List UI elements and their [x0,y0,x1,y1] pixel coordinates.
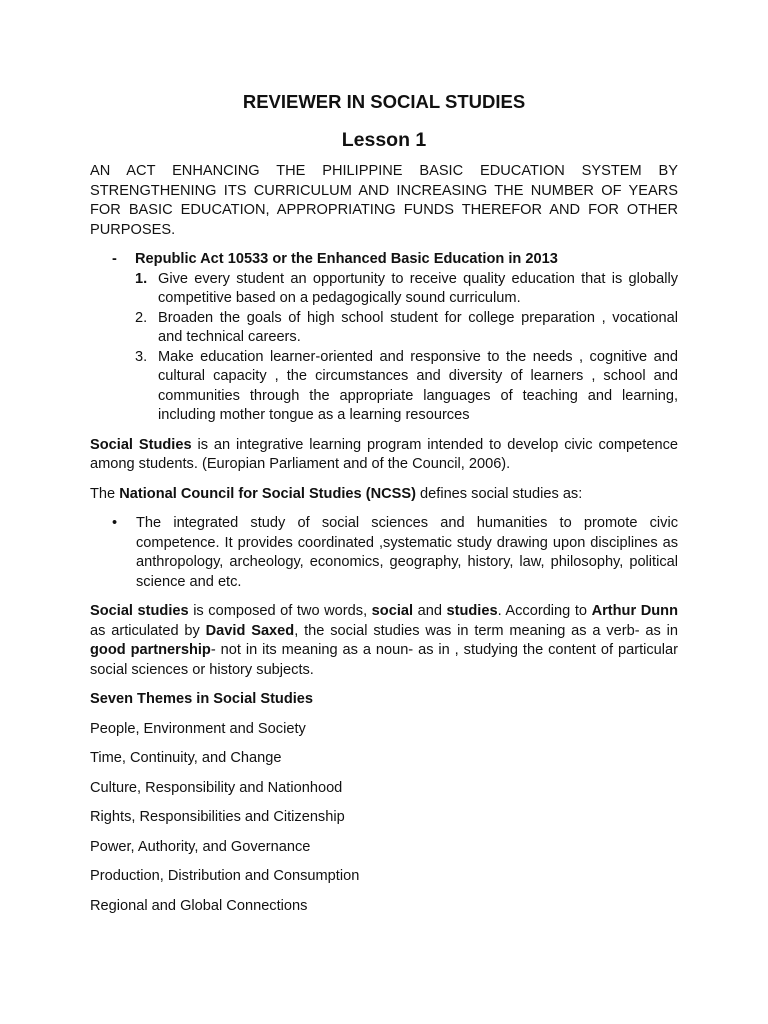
document-page [90,90,678,916]
list-item-text: Make education learner-oriented and responsive to the needs , cognitive and cultural capacity , the circumstances and diversity of learners , school and communities through the appropriate languages of teaching and learning, including mother tongue as a learning resources [158,348,678,423]
list-item [90,270,678,309]
republic-act-goals-list [90,270,678,426]
act-paragraph: AN ACT ENHANCING THE PHILIPPINE BASIC EDUCATION SYSTEM BY STRENGTHENING ITS CURRICULUM AND INCREASING THE NUMBER OF YEARS FOR BASIC EDUCATION, APPROPRIATING FUNDS THEREFOR AND FOR OTHER PURPOSES. [90,163,678,238]
republic-act-item [90,250,678,270]
text-segment: and [413,603,447,619]
social-studies-definition [90,436,678,475]
term-studies: studies [446,603,498,619]
theme-item: People, Environment and Society [90,720,306,737]
ncss-definition-text: The integrated study of social sciences and humanities to promote civic competence. It provides coordinated ,systematic study drawing upon disciplines as anthropology, archeology, economics, geography, history, law, philosophy, political science and etc. [136,515,678,590]
text-segment: . According to [497,603,592,619]
name-david-saxed: David Saxed [205,622,295,639]
lesson-title: Lesson 1 [341,129,427,151]
dash-marker: - [112,251,117,267]
social-studies-definition-text: is an integrative learning program intended to develop civic competence among students. (Europian Parliament and of the Council, 2006). [90,436,678,472]
ncss-name: National Council for Social Studies (NCSS) [119,485,416,502]
composition-paragraph [90,602,678,680]
theme-item: Production, Distribution and Consumption [90,868,360,884]
theme-item: Culture, Responsibility and Nationhood [90,779,343,796]
text-segment: - not in its meaning as a noun- as in , studying the content of particular social sciences or history subjects. [90,642,678,678]
ncss-definition-bullet [90,514,678,592]
ncss-intro [90,485,678,505]
republic-act-heading: Republic Act 10533 or the Enhanced Basic Education in 2013 [135,251,558,267]
ncss-pre: The [90,485,120,502]
theme-item: Time, Continuity, and Change [90,750,282,766]
list-item [90,348,678,426]
themes-heading: Seven Themes in Social Studies [90,691,314,707]
theme-item: Power, Authority, and Governance [90,838,311,855]
theme-item: Regional and Global Connections [90,897,308,914]
term-social: social [371,603,414,619]
name-arthur-dunn: Arthur Dunn [591,603,678,619]
ncss-post: defines social studies as: [415,485,583,502]
social-studies-term: Social Studies [90,436,192,453]
theme-item: Rights, Responsibilities and Citizenship [90,809,345,825]
term-social-studies: Social studies [90,603,189,619]
list-item-text: Give every student an opportunity to receive quality education that is globally competitive based on a pedagogically sound curriculum. [158,270,678,306]
document-title: REVIEWER IN SOCIAL STUDIES [242,91,526,112]
list-item [90,309,678,348]
themes-list [90,720,678,917]
bullet-marker: • [112,515,118,531]
text-segment: , the social studies was in term meaning as a verb- as in [294,622,679,639]
list-item-text: Broaden the goals of high school student for college preparation , vocational and technical careers. [158,309,678,345]
text-segment: is composed of two words, [188,603,372,619]
list-number: 2. [135,309,148,326]
list-number: 3. [135,348,148,365]
term-good-partnership: good partnership [90,642,211,658]
list-number: 1. [135,270,148,287]
text-segment: as articulated by [90,622,206,639]
